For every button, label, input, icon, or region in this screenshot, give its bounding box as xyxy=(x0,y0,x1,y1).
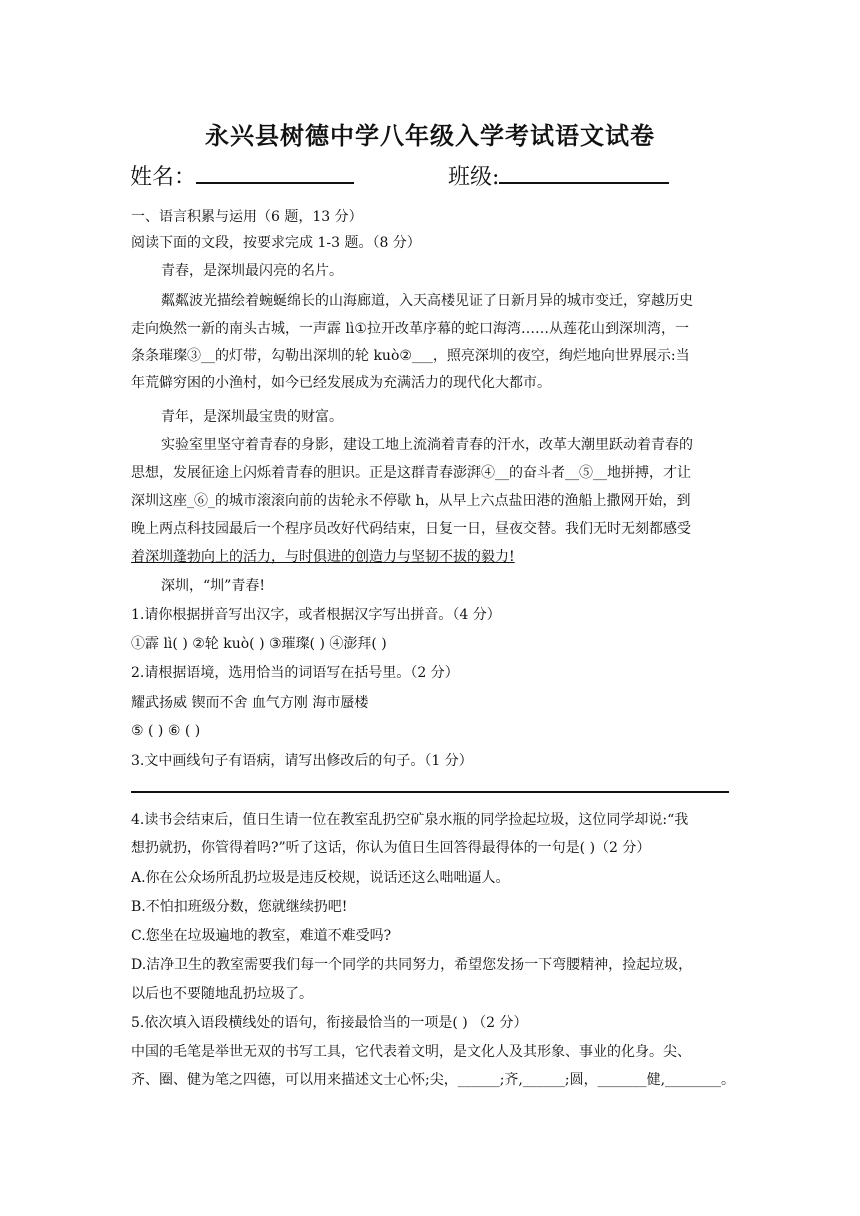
paragraph-line: 深圳这座_⑥_的城市滚滚向前的齿轮永不停歇 h，从早上六点盐田港的渔船上撒网开始，到 xyxy=(131,493,691,509)
class-blank[interactable] xyxy=(499,164,669,184)
option-d: D.洁净卫生的教室需要我们每一个同学的共同努力，希望您发扬一下弯腰精神，捡起垃圾， xyxy=(131,957,693,973)
question-4-line: 4.读书会结束后，值日生请一位在教室乱扔空矿泉水瓶的同学捡起垃圾，这位同学却说:“我 xyxy=(131,812,689,828)
option-a: A.你在公众场所乱扔垃圾是违反校规，说话还这么咄咄逼人。 xyxy=(131,870,510,886)
question-2: 2.请根据语境，选用恰当的词语写在括号里。（2 分） xyxy=(131,665,459,681)
name-class-row xyxy=(130,160,669,191)
question-5-passage: 齐、圈、健为笔之四德，可以用来描述文士心怀;尖，______;齐,______;圆，_______健,________。 xyxy=(131,1072,736,1088)
option-b: B.不怕扣班级分数，您就继续扔吧! xyxy=(131,899,348,915)
paragraph-line: 思想，发展征途上闪烁着青春的胆识。正是这群青春澎湃④__的奋斗者__⑤__地拼搏，才让 xyxy=(131,465,691,481)
option-c: C.您坐在垃圾遍地的教室，难道不难受吗? xyxy=(131,928,392,944)
paragraph-line: 年荒僻穷困的小渔村，如今已经发展成为充满活力的现代化大都市。 xyxy=(131,375,551,391)
question-2-words: 耀武扬威 锲而不舍 血气方刚 海市蜃楼 xyxy=(131,695,369,711)
paragraph-line: 条条璀璨③__的灯带，勾勒出深圳的轮 kuò②___，照亮深圳的夜空，绚烂地向世界展示:当 xyxy=(131,348,690,364)
question-1-options[interactable]: ①霹 lì( ) ②轮 kuò( ) ③璀璨( ) ④澎拜( ) xyxy=(131,636,387,652)
class-label: 班级: xyxy=(448,165,500,190)
question-5: 5.依次填入语段横线处的语句，衔接最恰当的一项是( ) （2 分） xyxy=(131,1015,528,1031)
question-4-line: 想扔就扔，你管得着吗?”听了这话，你认为值日生回答得最得体的一句是( )（2 分） xyxy=(131,840,651,856)
paragraph: 青年，是深圳最宝贵的财富。 xyxy=(161,409,343,425)
paragraph-line: 走向焕然一新的南头古城，一声霹 lì①拉开改革序幕的蛇口海湾……从莲花山到深圳湾，一 xyxy=(131,321,689,337)
answer-line[interactable] xyxy=(131,791,729,793)
paragraph-line: 粼粼波光描绘着蜿蜒绵长的山海廊道，入天高楼见证了日新月异的城市变迁，穿越历史 xyxy=(161,293,693,309)
paragraph-line: 实验室里坚守着青春的身影，建设工地上流淌着青春的汗水，改革大潮里跃动着青春的 xyxy=(161,437,693,453)
name-label: 姓名： xyxy=(130,165,197,190)
paragraph-line-underlined: 晚上两点科技园最后一个程序员改好代码结束，日复一日，昼夜交替。我们无时无刻都感受 xyxy=(131,521,691,537)
option-d-continued: 以后也不要随地乱扔垃圾了。 xyxy=(131,986,313,1002)
instruction: 阅读下面的文段，按要求完成 1-3 题。（8 分） xyxy=(131,235,421,251)
question-2-blanks[interactable]: ⑤ ( ) ⑥ ( ) xyxy=(131,723,201,739)
name-blank[interactable] xyxy=(196,164,354,184)
paragraph: 青春，是深圳最闪亮的名片。 xyxy=(161,263,343,279)
underlined-sentence: 着深圳蓬勃向上的活力，与时俱进的创造力与坚韧不拔的毅力! xyxy=(131,549,515,565)
question-3: 3.文中画线句子有语病，请写出修改后的句子。（1 分） xyxy=(131,753,473,769)
exam-title: 永兴县树德中学八年级入学考试语文试卷 xyxy=(205,121,655,150)
question-1: 1.请你根据拼音写出汉字，或者根据汉字写出拼音。（4 分） xyxy=(131,607,501,623)
paragraph: 深圳，“圳”青春! xyxy=(161,578,265,594)
section-heading: 一、语言积累与运用（6 题，13 分） xyxy=(131,209,363,225)
question-5-passage: 中国的毛笔是举世无双的书写工具，它代表着文明，是文化人及其形象、事业的化身。尖、 xyxy=(131,1044,691,1060)
